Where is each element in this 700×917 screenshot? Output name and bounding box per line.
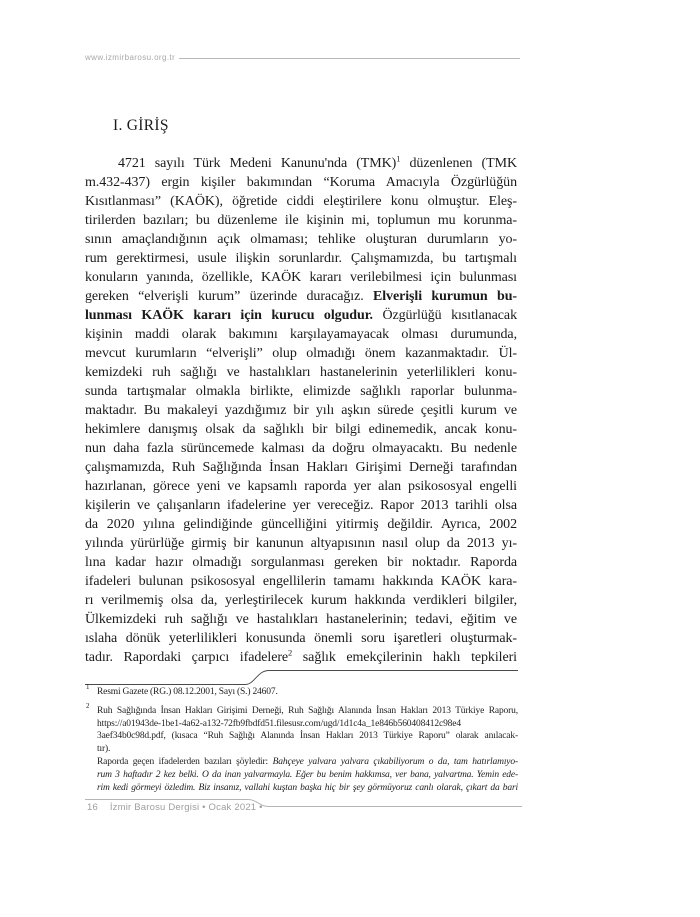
body-text-line [85,553,517,572]
text-segment: sağlık emekçilerinin haklı tepkileri [292,650,517,665]
text-segment: yılında yürürlüğe girmiş bir kanunun altyapısının nasıl olup da 2013 yı- [85,536,517,551]
journal-title: İzmir Barosu Dergisi • Ocak 2021 • [109,802,263,813]
body-text-line [85,382,517,401]
text-segment: nun daha fazla sürüncemede kalması da doğru olmayacaktı. Bu nedenle [85,441,517,456]
body-text-line [85,268,517,287]
body-text-line [85,515,517,534]
footnote-line [97,782,518,795]
footer-text [87,802,263,813]
body-text-line [85,249,517,268]
text-segment: konuların yanında, özellikle, KAÖK kararı verilebilmesi için bulunması [85,270,517,285]
text-segment: rum 3 haftadır 2 kez belki. O da inan yalvarmayla. Eğer bu benim hakkımsa, ver bana, yalvartma. Yemin ede- [97,769,518,780]
text-segment: lına kadar hazır olmadığı sorgulanması gereken bir noktadır. Raporda [85,555,517,570]
text-segment: ifadeleri bulunan psikososyal engellilerin tamamı hakkında KAÖK kara- [85,574,517,589]
footnotes-block [85,683,518,800]
text-segment: hekimlere danışmış olsak da sağlıklı bir bilgi edinemedik, ancak konu- [85,422,517,437]
text-segment: Resmi Gazete (RG.) 08.12.2001, Sayı (S.) 24607. [97,687,278,697]
footnote-line [97,686,518,699]
footnote-line [97,705,518,718]
body-text-line [85,363,517,382]
text-segment: ıslaha dönük yeterlilikleri konusunda önemli soru işaretleri oluşturmak- [85,631,517,646]
text-segment: düzenlenen (TMK [400,156,517,171]
body-text-line [85,401,517,420]
text-segment: da 2020 yılına gelindiğinde güncelliğini yitirmiş değildir. Ayrıca, 2002 [85,517,517,532]
text-segment: Kısıtlanması” (KAÖK), öğretide ciddi eleştirilere konu olmuştur. Eleş- [85,194,517,209]
text-segment: sunda tartışmalar olmakla birlikte, elimizde sağlıklı raporlar bulunma- [85,384,517,399]
text-segment: Özgürlüğü kısıtlanacak [372,308,517,323]
footnote-line [97,756,518,769]
footnote-reference: 2 [288,647,293,658]
text-segment: tır). [97,744,111,755]
body-text-line [85,192,517,211]
text-segment: Ruh Sağlığında İnsan Hakları Girişimi Derneği, Ruh Sağlığı Alanında İnsan Hakları 2013 Türkiye Raporu, [97,705,518,716]
text-segment: Ülkemizdeki ruh sağlığı ve hastalıkları hastanelerinin; tedavi, eğitim ve [85,612,517,627]
body-text-line [85,477,517,496]
text-segment: çalışmamızda, Ruh Sağlığında İnsan Hakları Girişimi Derneği tarafından [85,460,517,475]
section-heading: I. GİRİŞ [113,117,169,134]
body-text-line [85,610,517,629]
text-segment: sının amaçlandığının açık olmaması; tehlike oluşturan durumların yo- [85,232,517,247]
text-segment: hazırlanan, görece yeni ve kapsamlı raporda yer alan psikososyal engelli [85,479,517,494]
footnote-line [97,743,518,756]
text-segment: Elverişli kurumun bu- [372,289,517,304]
text-segment: Raporda geçen ifadelerden bazıları şöyledir: [97,756,273,767]
footnote-1: 1 Resmi Gazete (RG.) 08.12.2001, Sayı (S.) 24607. [85,686,518,699]
footnote-line [97,730,518,743]
text-segment: gereken “elverişli kurum” üzerinde duracağız. [85,289,373,304]
text-segment: tadır. Rapordaki çarpıcı ifadelere [85,650,289,665]
text-segment: m.432-437) ergin kişiler bakımından “Koruma Amacıyla Özgürlüğün [85,175,517,190]
body-text-line [85,154,517,173]
text-segment: kişilerin ve çalışanların ifadelerine yer vereceğiz. Rapor 2013 tarihli olsa [85,498,517,513]
body-text-line [85,287,517,306]
footnote-separator [85,669,518,686]
page-footer [85,795,522,819]
text-segment: 3aef34b0c98d.pdf, (kısaca “Ruh Sağlığı Alanında İnsan Hakları 2013 Türkiye Raporu” olarak anılacak- [97,731,518,742]
footnote-line [97,769,518,782]
text-segment: maktadır. Bu makaleyi yazdığımız bir yılı aşkın sürede çeşitli kurum ve [85,403,517,418]
body-paragraph [85,154,517,667]
body-text-line [85,306,517,325]
body-text-line [85,420,517,439]
body-text-line [85,458,517,477]
footnote-2: 2 Ruh Sağlığında İnsan Hakları Girişimi Derneği, Ruh Sağlığı Alanında İnsan Hakları 2013 Türkiye Raporu, https://a01943de-1be1-4a62-a132-72fb9fbdfd51.filesusr.com/ugd/1d1c4a_1e846b560408412c98e4 3aef34b0c98d.pdf, (kısaca “Ruh Sağlığı Alanında İnsan Hakları 2013 Türkiye Raporu” olarak anılacak- tır). Raporda geçen ifadelerden bazıları şöyledir: Bahçeye yalvara yalvara çıkabiliyorum o da, tam hatırlamıyo- rum 3 haftadır 2 kez belki. O da inan yalvarmayla. Eğer bu benim hakkımsa, ver bana, yalvartma. Yemin ede- rim kedi görmeyi özledim. Biz insanız, vallahi kuştan başka hiç bir şey görmüyoruz canlı olarak, çıkart da bari [86,701,518,793]
website-url: www.izmirbarosu.org.tr [85,53,176,62]
text-segment: rim kedi görmeyi özledim. Biz insanız, vallahi kuştan başka hiç bir şey görmüyoruz canlı olarak, çıkart da bari [97,782,518,793]
footnote-line [97,718,518,731]
header-rule [179,58,520,59]
text-segment: mevcut kurumların “elverişli” olup olmadığı önem kazanmaktadır. Ül- [85,346,517,361]
body-text-line [85,344,517,363]
body-text-line [85,325,517,344]
page-header [85,53,520,62]
body-text-line [85,648,517,667]
body-text-line [85,496,517,515]
body-text-line [85,591,517,610]
body-text-line [85,572,517,591]
text-segment: kişinin maddi olarak bakımını karşılayamayacak olması durumunda, [85,327,517,342]
body-text-line [85,629,517,648]
text-segment: tirilerden bazıları; bu düzenleme ile kişinin mi, toplumun mu korunma- [85,213,517,228]
body-text-line [85,173,517,192]
text-segment: kemizdeki ruh sağlığı ve hastalıkları hastanelerinin yeterlilikleri konu- [85,365,517,380]
body-text-line [85,211,517,230]
text-segment: 4721 sayılı Türk Medeni Kanunu'nda (TMK) [118,156,397,171]
body-text-line [85,534,517,553]
text-segment: rum gerektirmesi, usule ilişkin sorunlardır. Çalışmamızda, bu tartışmalı [85,251,517,266]
text-segment: Bahçeye yalvara yalvara çıkabiliyorum o da, tam hatırlamıyo- [272,756,518,767]
footnote-reference: 1 [396,153,401,164]
body-text-line [85,230,517,249]
text-segment: rı verilmemiş olsa da, yerleştirilecek kurum hakkında verdikleri bilgiler, [85,593,517,608]
text-segment: https://a01943de-1be1-4a62-a132-72fb9fbdfd51.filesusr.com/ugd/1d1c4a_1e846b560408412c98e4 [97,718,461,729]
page-number: 16 [87,802,98,813]
body-text-line [85,439,517,458]
text-segment: lunması KAÖK kararı için kurucu olgudur. [85,308,373,323]
